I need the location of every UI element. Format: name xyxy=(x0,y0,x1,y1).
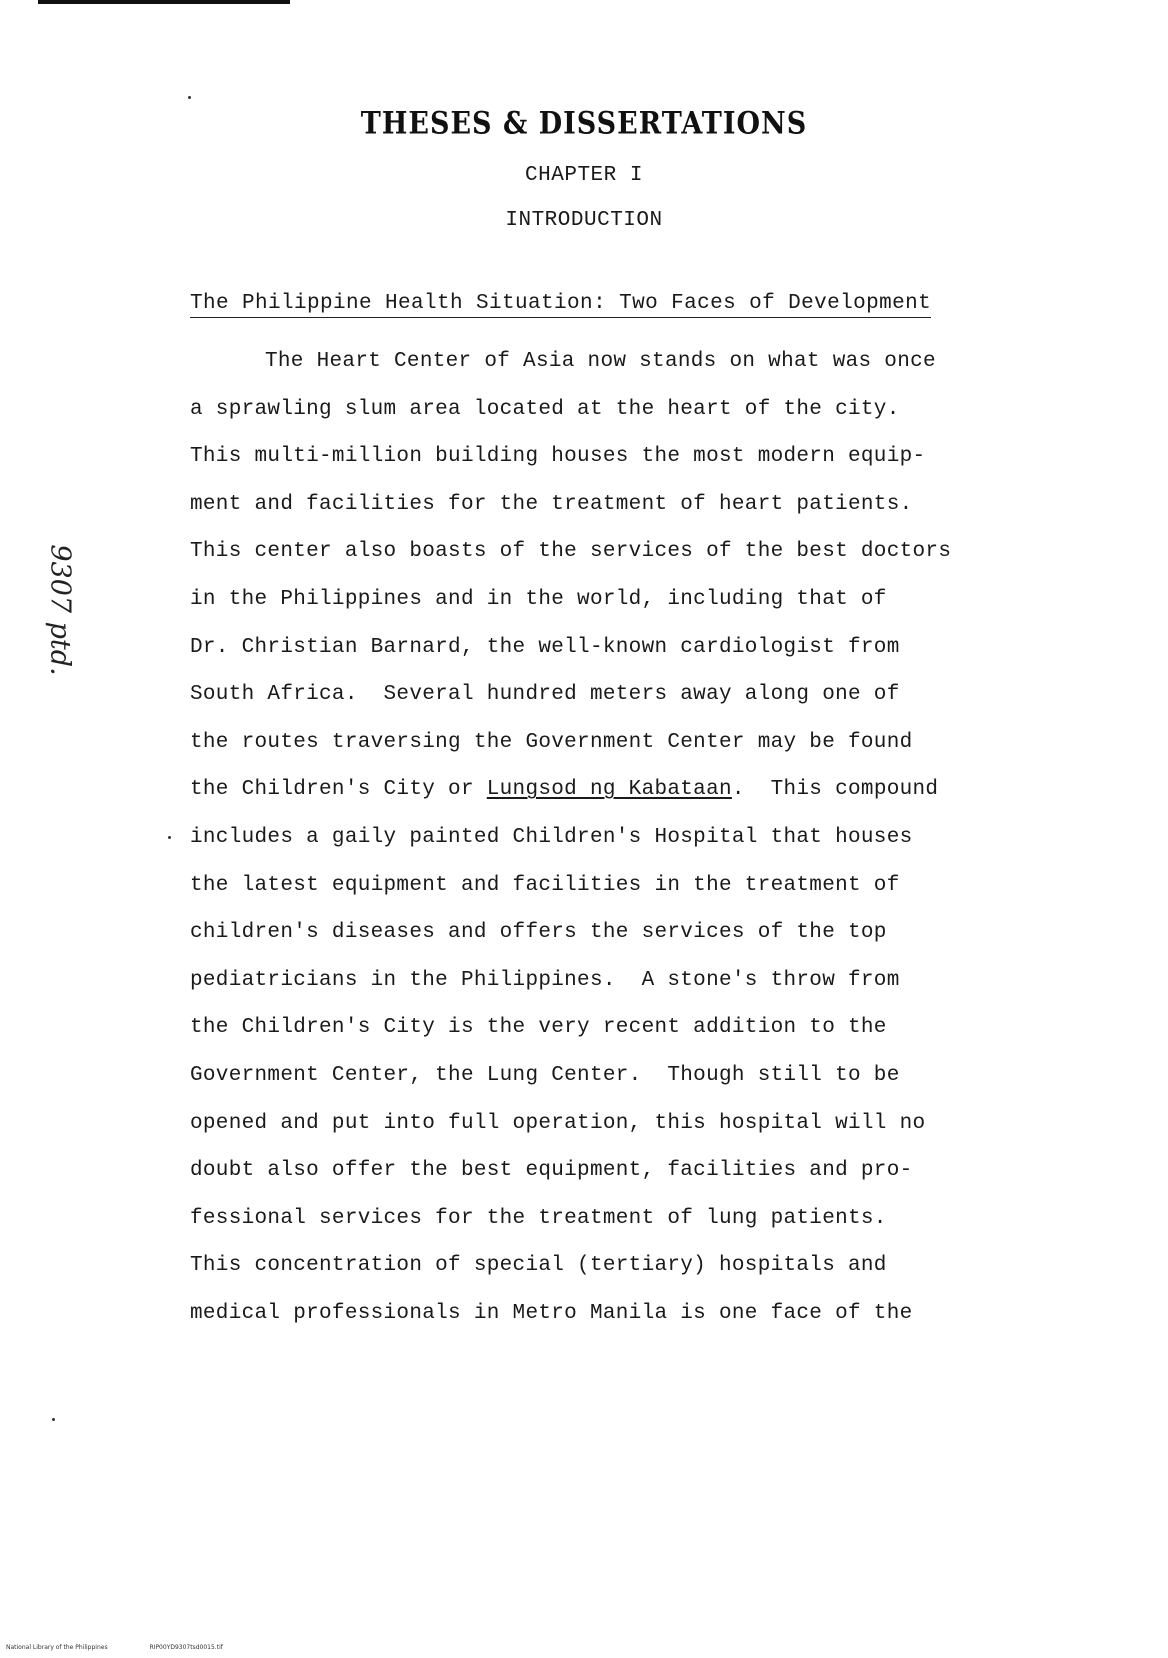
text-segment: the Children's City or xyxy=(190,778,487,802)
text-line: The Heart Center of Asia now stands on what was once xyxy=(265,350,936,373)
text-line: in the Philippines and in the world, including that of xyxy=(190,587,887,611)
text-line: children's diseases and offers the services of the top xyxy=(190,921,887,945)
text-line: medical professionals in Metro Manila is one face of the xyxy=(190,1301,913,1325)
text-line: the Children's City is the very recent addition to the xyxy=(190,1016,887,1040)
theses-stamp: THESES & DISSERTATIONS xyxy=(360,105,808,142)
text-line: Dr. Christian Barnard, the well-known cardiologist from xyxy=(190,635,900,659)
footer-library: National Library of the Philippines xyxy=(6,1644,108,1651)
text-line: the latest equipment and facilities in the treatment of xyxy=(190,873,900,897)
scan-speck xyxy=(52,1418,55,1421)
footer-filename: RIP00YD9307tsd0015.tif xyxy=(149,1644,223,1651)
underlined-term: Lungsod ng Kabataan xyxy=(486,778,732,802)
text-line: the routes traversing the Government Center may be found xyxy=(190,730,913,754)
text-line: doubt also offer the best equipment, facilities and pro- xyxy=(190,1159,913,1183)
text-line: opened and put into full operation, this hospital will no xyxy=(190,1111,926,1135)
text-line: This center also boasts of the services of the best doctors xyxy=(190,540,952,564)
handwritten-margin-note: 9307 ptd. xyxy=(44,544,76,676)
text-line: This multi-million building houses the most modern equip- xyxy=(190,445,926,469)
text-segment: . This compound xyxy=(731,778,939,802)
text-line xyxy=(190,778,1070,826)
scan-speck xyxy=(188,96,191,99)
text-line: South Africa. Several hundred meters away along one of xyxy=(190,683,900,707)
scan-footer xyxy=(6,1644,223,1651)
body-paragraph xyxy=(190,350,1070,1349)
text-line: includes a gaily painted Children's Hospital that houses xyxy=(190,825,913,849)
section-heading: The Philippine Health Situation: Two Faces of Development xyxy=(190,292,931,318)
text-line: pediatricians in the Philippines. A stone's throw from xyxy=(190,968,900,992)
text-line: Government Center, the Lung Center. Though still to be xyxy=(190,1063,900,1087)
top-edge-rule xyxy=(38,0,290,4)
chapter-title: INTRODUCTION xyxy=(505,209,663,232)
text-line: fessional services for the treatment of lung patients. xyxy=(190,1206,887,1230)
scan-speck xyxy=(168,836,171,839)
text-line: a sprawling slum area located at the heart of the city. xyxy=(190,397,900,421)
chapter-number: CHAPTER I xyxy=(525,164,643,187)
text-line: This concentration of special (tertiary) hospitals and xyxy=(190,1254,887,1278)
text-line: ment and facilities for the treatment of heart patients. xyxy=(190,492,913,516)
